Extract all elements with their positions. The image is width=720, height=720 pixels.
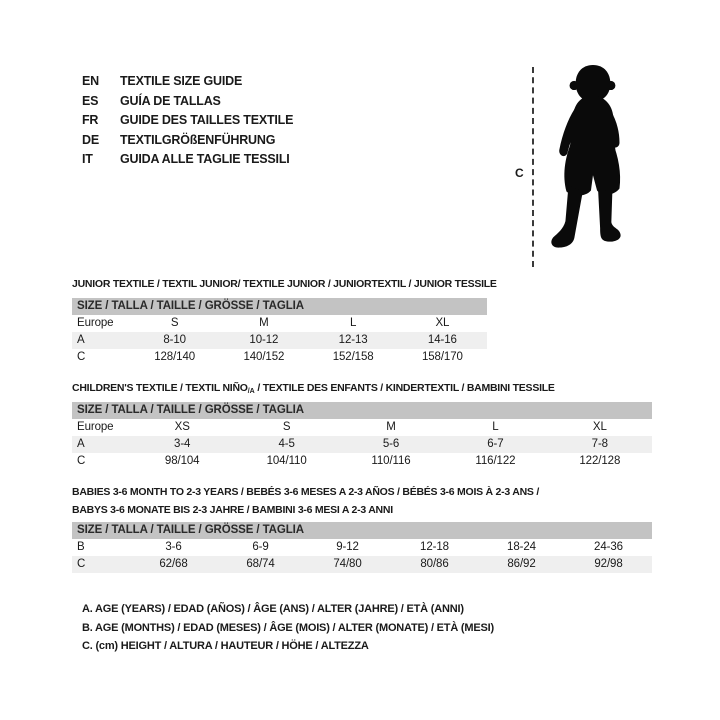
babies-size-table <box>72 522 652 573</box>
table-cell: 116/122 <box>475 455 516 467</box>
table-row <box>72 436 652 453</box>
children-title-post: / TEXTILE DES ENFANTS / KINDERTEXTIL / BAMBINI TESSILE <box>254 382 555 394</box>
table-cell: 140/152 <box>243 351 285 363</box>
language-label: TEXTILGRÖßENFÜHRUNG <box>120 132 276 147</box>
table-cell: M <box>259 317 269 329</box>
table-cell: 74/80 <box>333 558 362 570</box>
table-cell: 62/68 <box>159 558 188 570</box>
table-cell: XS <box>174 421 190 433</box>
table-cell: 12-18 <box>420 541 449 553</box>
row-label: Europe <box>77 421 114 433</box>
table-row <box>72 419 652 436</box>
height-measure-dashed-line <box>532 67 534 267</box>
table-cell: 7-8 <box>591 438 608 450</box>
table-cell: 98/104 <box>164 455 200 467</box>
table-cell: XL <box>592 421 607 433</box>
language-label: GUIDE DES TAILLES TEXTILE <box>120 113 294 127</box>
child-silhouette-icon <box>543 62 645 268</box>
table-row <box>72 453 652 470</box>
height-measure-label: C <box>515 166 524 180</box>
language-row-fr <box>82 111 293 131</box>
table-cell: 12-13 <box>338 334 368 346</box>
table-cell: 152/158 <box>332 351 374 363</box>
table-cell: 3-4 <box>174 438 191 450</box>
row-label: A <box>77 334 85 346</box>
table-cell: 80/86 <box>420 558 449 570</box>
table-cell: 68/74 <box>246 558 275 570</box>
table-cell: 122/128 <box>579 455 621 467</box>
table-row <box>72 349 487 366</box>
table-cell: 92/98 <box>594 558 623 570</box>
table-cell: L <box>492 421 499 433</box>
table-row <box>72 539 652 556</box>
junior-size-header: SIZE / TALLA / TAILLE / GRÖSSE / TAGLIA <box>72 298 487 315</box>
table-row <box>72 332 487 349</box>
row-label: Europe <box>77 317 114 329</box>
language-code: IT <box>82 152 93 166</box>
note-age-months: B. AGE (MONTHS) / EDAD (MESES) / ÂGE (MOIS) / ALTER (MONATE) / ETÀ (MESI) <box>82 621 494 634</box>
table-cell: S <box>282 421 291 433</box>
row-label: C <box>77 455 86 467</box>
table-cell: M <box>386 421 396 433</box>
legend-notes <box>82 600 494 656</box>
table-cell: 128/140 <box>154 351 196 363</box>
note-height-cm: C. (cm) HEIGHT / ALTURA / HAUTEUR / HÖHE / ALTEZZA <box>82 640 369 652</box>
language-legend <box>82 72 293 170</box>
children-size-table <box>72 402 652 470</box>
children-size-header: SIZE / TALLA / TAILLE / GRÖSSE / TAGLIA <box>72 402 652 419</box>
table-cell: 18-24 <box>507 541 536 553</box>
children-section-title <box>72 379 555 401</box>
table-row <box>72 556 652 573</box>
table-cell: 110/116 <box>371 455 411 467</box>
language-label: TEXTILE SIZE GUIDE <box>120 74 243 88</box>
language-label: GUIDA ALLE TAGLIE TESSILI <box>120 152 290 166</box>
language-row-en <box>82 72 293 92</box>
table-cell: 5-6 <box>382 438 400 450</box>
table-cell: 3-6 <box>165 541 182 553</box>
table-cell: 9-12 <box>336 541 359 553</box>
table-cell: 14-16 <box>427 334 457 346</box>
table-cell: 6-7 <box>487 438 504 450</box>
row-label: A <box>77 438 85 450</box>
table-cell: 8-10 <box>163 334 186 346</box>
language-row-es <box>82 92 293 112</box>
table-row <box>72 315 487 332</box>
babies-section-title <box>72 483 539 519</box>
junior-section-title: JUNIOR TEXTILE / TEXTIL JUNIOR/ TEXTILE JUNIOR / JUNIORTEXTIL / JUNIOR TESSILE <box>72 278 497 290</box>
junior-size-table <box>72 298 487 366</box>
language-row-de <box>82 131 293 151</box>
language-row-it <box>82 150 293 170</box>
language-code: FR <box>82 113 99 127</box>
babies-title-line2: BABYS 3-6 MONATE BIS 2-3 JAHRE / BAMBINI 3-6 MESI A 2-3 ANNI <box>72 504 393 516</box>
babies-title-line1: BABIES 3-6 MONTH TO 2-3 YEARS / BEBÉS 3-6 MESES A 2-3 AÑOS / BÉBÉS 3-6 MOIS À 2-3 ANS / <box>72 486 540 498</box>
note-age-years: A. AGE (YEARS) / EDAD (AÑOS) / ÂGE (ANS) / ALTER (JAHRE) / ETÀ (ANNI) <box>82 603 464 615</box>
table-cell: XL <box>435 317 450 329</box>
table-cell: 24-36 <box>594 541 623 553</box>
table-cell: L <box>349 317 357 329</box>
table-cell: 158/170 <box>421 351 463 363</box>
language-code: DE <box>82 132 99 147</box>
table-cell: 6-9 <box>252 541 269 553</box>
language-label: GUÍA DE TALLAS <box>120 93 221 108</box>
children-title-pre: CHILDREN'S TEXTILE / TEXTIL NIÑO <box>72 382 248 394</box>
children-title-subscript: /A <box>247 388 255 395</box>
table-cell: 10-12 <box>249 334 279 346</box>
babies-size-header: SIZE / TALLA / TAILLE / GRÖSSE / TAGLIA <box>72 522 652 539</box>
row-label: C <box>77 351 86 363</box>
table-cell: 104/110 <box>266 455 307 467</box>
table-cell: 86/92 <box>507 558 536 570</box>
row-label: B <box>77 541 85 553</box>
table-cell: 4-5 <box>278 438 295 450</box>
language-code: EN <box>82 74 99 88</box>
language-code: ES <box>82 93 99 108</box>
table-cell: S <box>170 317 179 329</box>
row-label: C <box>77 558 86 570</box>
